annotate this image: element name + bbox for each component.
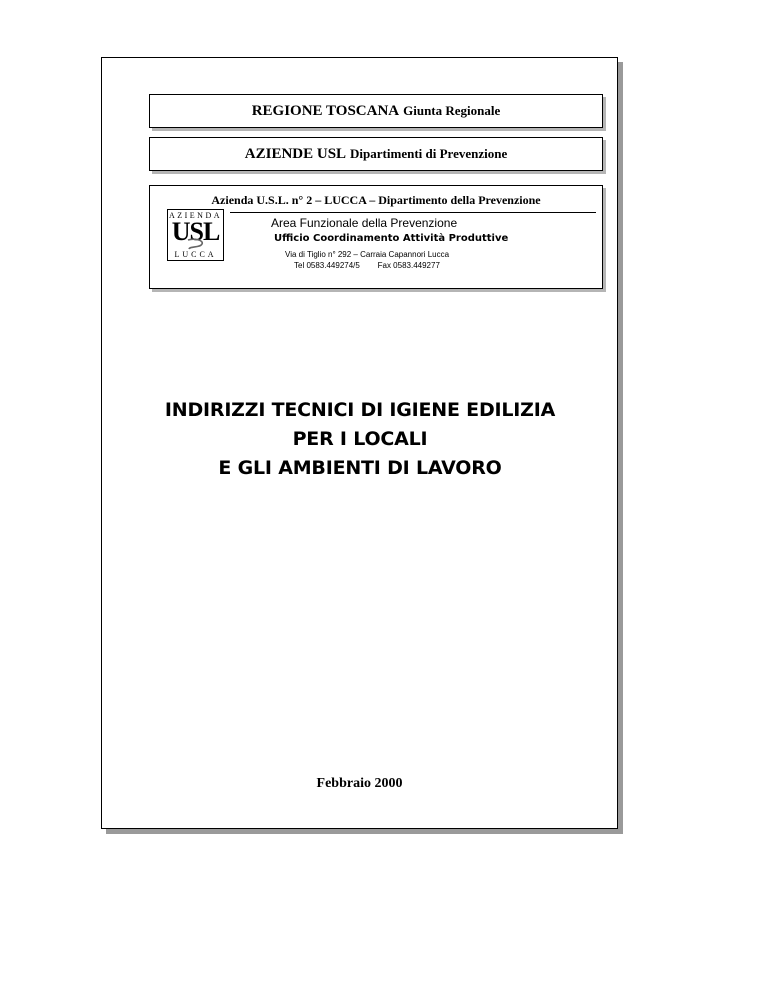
- office-fax: Fax 0583.449277: [377, 261, 440, 270]
- office-address: Via di Tiglio n° 292 – Carraia Capannori Lucca: [285, 250, 450, 259]
- document-date: Febbraio 2000: [316, 776, 403, 791]
- title-line-1: INDIRIZZI TECNICI DI IGIENE EDILIZIA: [164, 399, 556, 421]
- office-name: Ufficio Coordinamento Attività Produttive: [274, 233, 509, 244]
- document-page: [101, 57, 618, 829]
- office-contacts: [294, 261, 440, 270]
- agency-box: [149, 185, 603, 289]
- area-name: Area Funzionale della Prevenzione: [271, 216, 458, 230]
- region-name: REGIONE TOSCANA: [251, 103, 400, 119]
- logo-main-text: USL: [171, 217, 220, 246]
- divider: [230, 212, 596, 213]
- logo-top-text: AZIENDA: [168, 211, 223, 220]
- title-line-2: PER I LOCALI: [292, 428, 428, 450]
- document-title: [100, 396, 620, 483]
- office-tel: Tel 0583.449274/5: [294, 261, 360, 270]
- region-subtitle: Giunta Regionale: [403, 103, 501, 118]
- usl-name: AZIENDE USL: [244, 146, 347, 162]
- title-line-3: E GLI AMBIENTI DI LAVORO: [218, 457, 502, 479]
- agency-heading: Azienda U.S.L. n° 2 – LUCCA – Dipartimento della Prevenzione: [211, 193, 541, 207]
- logo-bottom-text: LUCCA: [174, 250, 217, 259]
- usl-logo: [167, 209, 224, 261]
- usl-subtitle: Dipartimenti di Prevenzione: [350, 146, 508, 161]
- usl-header-box: [149, 137, 603, 171]
- region-header-box: [149, 94, 603, 128]
